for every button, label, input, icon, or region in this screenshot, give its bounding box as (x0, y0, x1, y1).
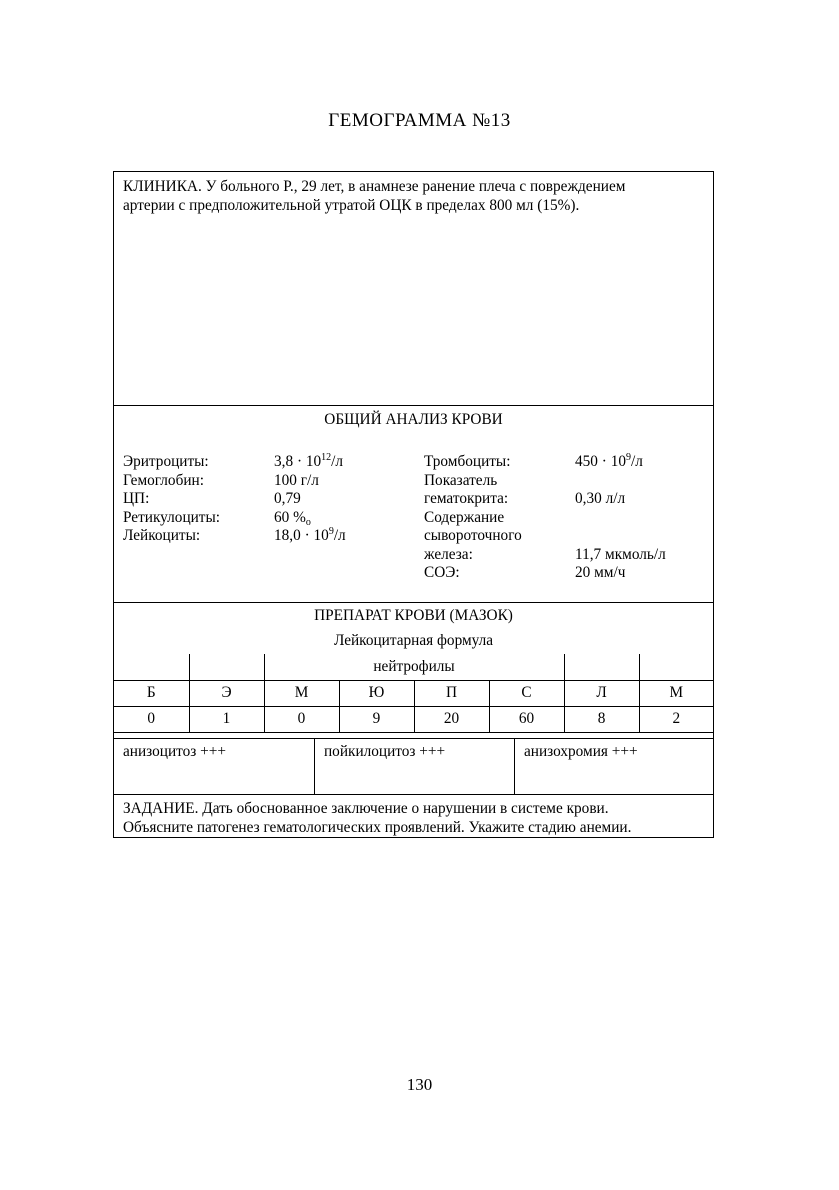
ci-value: 0,79 (274, 490, 301, 507)
col-monocytes: М (639, 680, 713, 706)
erythrocytes-label: Эритроциты: (123, 453, 209, 470)
cbc-right-labels (424, 453, 522, 583)
esr-label: СОЭ: (424, 564, 460, 581)
table-group-row (114, 654, 713, 680)
neutrophils-group-header: нейтрофилы (264, 654, 564, 680)
hemogram-frame (113, 171, 714, 838)
task-line-1: ЗАДАНИЕ. Дать обоснованное заключение о нарушении в системе крови. (123, 800, 609, 817)
val-metamyelocytes: 9 (339, 706, 414, 732)
col-myelocytes: М (264, 680, 339, 706)
erythrocytes-value: $3,8 \cdot 10^{12}/л$ (274, 452, 344, 470)
cbc-left-values (274, 453, 346, 546)
hct-label-2: гематокрита: (424, 490, 509, 507)
clinic-line-2: артерии с предположительной утратой ОЦК в пределах 800 мл (15%). (123, 197, 580, 214)
val-band: 20 (414, 706, 489, 732)
leukocyte-formula-table (114, 654, 713, 733)
task-line-2: Объясните патогенез гематологических проявлений. Укажите стадию анемии. (123, 819, 632, 836)
hemoglobin-value: 100 г/л (274, 471, 319, 489)
table-value-row (114, 706, 713, 732)
iron-label-2: сывороточного (424, 527, 522, 544)
poikilocytosis-cell: пойкилоцитоз +++ (324, 743, 446, 760)
ci-label: ЦП: (123, 490, 150, 507)
task-section (114, 799, 713, 837)
col-lymphocytes: Л (564, 680, 639, 706)
leukocytes-label: Лейкоциты: (123, 527, 201, 544)
smear-heading: ПРЕПАРАТ КРОВИ (МАЗОК) (314, 607, 513, 624)
col-basophils: Б (114, 680, 189, 706)
esr-value: 20 мм/ч (575, 564, 626, 581)
page-number: 130 (406, 1075, 433, 1094)
val-basophils: 0 (114, 706, 189, 732)
iron-label-1: Содержание (424, 508, 505, 526)
iron-label-3: железа: (424, 545, 473, 563)
table-header-row (114, 680, 713, 706)
val-myelocytes: 0 (264, 706, 339, 732)
platelets-value: $450 \cdot 10^9/л$ (575, 452, 643, 470)
reticulocytes-value: 60 $\%_o$ (274, 508, 311, 528)
divider-morphology (114, 794, 713, 795)
leukocyte-formula-heading: Лейкоцитарная формула (333, 632, 494, 649)
reticulocytes-label: Ретикулоциты: (123, 508, 221, 526)
hct-label-1: Показатель (424, 471, 498, 489)
divider-clinic (114, 405, 713, 406)
cbc-heading: ОБЩИЙ АНАЛИЗ КРОВИ (324, 411, 503, 428)
val-monocytes: 2 (639, 706, 713, 732)
cbc-left-labels (123, 453, 220, 546)
col-segmented: С (489, 680, 564, 706)
cbc-right-values (575, 453, 666, 583)
anisochromia-cell: анизохромия +++ (524, 743, 638, 760)
divider-cbc (114, 602, 713, 603)
clinic-section (114, 177, 713, 215)
val-lymphocytes: 8 (564, 706, 639, 732)
document-title: ГЕМОГРАММА №13 (328, 110, 511, 131)
col-band: П (414, 680, 489, 706)
iron-value: 11,7 мкмоль/л (575, 545, 666, 563)
clinic-line-1: КЛИНИКА. У больного Р., 29 лет, в анамнезе ранение плеча с повреждением (123, 178, 626, 195)
anisocytosis-cell: анизоцитоз +++ (123, 743, 227, 760)
col-eosinophils: Э (189, 680, 264, 706)
val-eosinophils: 1 (189, 706, 264, 732)
leukocytes-value: $18,0 \cdot 10^9/л$ (274, 526, 346, 544)
hct-value: 0,30 л/л (575, 490, 626, 507)
col-metamyelocytes: Ю (339, 680, 414, 706)
hemoglobin-label: Гемоглобин: (123, 471, 204, 489)
platelets-label: Тромбоциты: (424, 453, 511, 470)
val-segmented: 60 (489, 706, 564, 732)
